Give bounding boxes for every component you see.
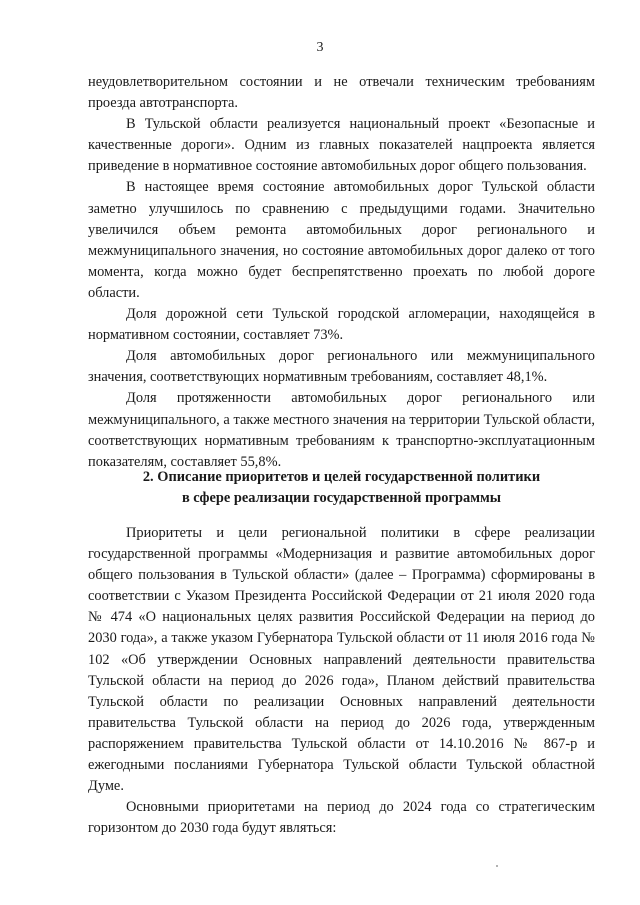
section-heading [88,467,595,509]
paragraph-regional-roads-share: Доля автомобильных дорог регионального или межмуниципального значения, соответствующих нормативным требованиям, составляет 48,1%. [88,348,595,386]
intro-text [88,72,595,473]
paragraph-priorities-goals: Приоритеты и цели региональной политики в сфере реализации государственной программы «Модернизация и развитие автомобильных дорог общего пользования в Тульской области» (далее – Программа) сформированы в соответствии с Указом Президента Российской Федерации от 21 июля 2020 года № 474 «О национальных целях развития Российской Федерации на период до 2030 года», а также указом Губернатора Тульской области от 11 июля 2016 года № 102 «Об утверждении Основных направлений деятельности правительства Тульской области на период до 2026 года», Планом действий правительства Тульской области по реализации Основных направлений деятельности правительства Тульской области на период до 2026 года, утвержденным распоряжением правительства Тульской области от 14.10.2016 № 867-р и ежегодными посланиями Губернатора Тульской области Тульской областной Думе. [88,525,595,795]
paragraph-continuation: неудовлетворительном состоянии и не отвечали техническим требованиям проезда автотранспорта. [88,74,595,112]
section-heading-line-2: в сфере реализации государственной программы [181,490,502,507]
paragraph-national-project: В Тульской области реализуется национальный проект «Безопасные и качественные дороги». Одним из главных показателей нацпроекта является приведение в нормативное состояние автомобильных дорог общего пользования. [88,116,595,175]
section-heading-line-1: 2. Описание приоритетов и целей государственной политики [142,469,541,485]
paragraph-length-share: Доля протяженности автомобильных дорог регионального или межмуниципального, а также местного значения на территории Тульской области, соответствующих нормативным требованиям к транспортно-эксплуатационным показателям, составляет 55,8%. [88,390,595,470]
paragraph-road-condition: В настоящее время состояние автомобильных дорог Тульской области заметно улучшилось по сравнению с предыдущими годами. Значительно увеличился объем ремонта автомобильных дорог регионального и межмуниципального значения, но состояние автомобильных дорог далеко от того момента, когда можно будет беспрепятственно проехать по любой дороге области. [88,179,595,301]
page-number: 3 [316,40,324,55]
paragraph-main-priorities: Основными приоритетами на период до 2024 года со стратегическим горизонтом до 2030 года будут являться: [88,799,595,837]
scan-speck [496,865,498,867]
paragraph-agglomeration-share: Доля дорожной сети Тульской городской агломерации, находящейся в нормативном состоянии, составляет 73%. [88,306,595,344]
section-text [88,523,595,839]
